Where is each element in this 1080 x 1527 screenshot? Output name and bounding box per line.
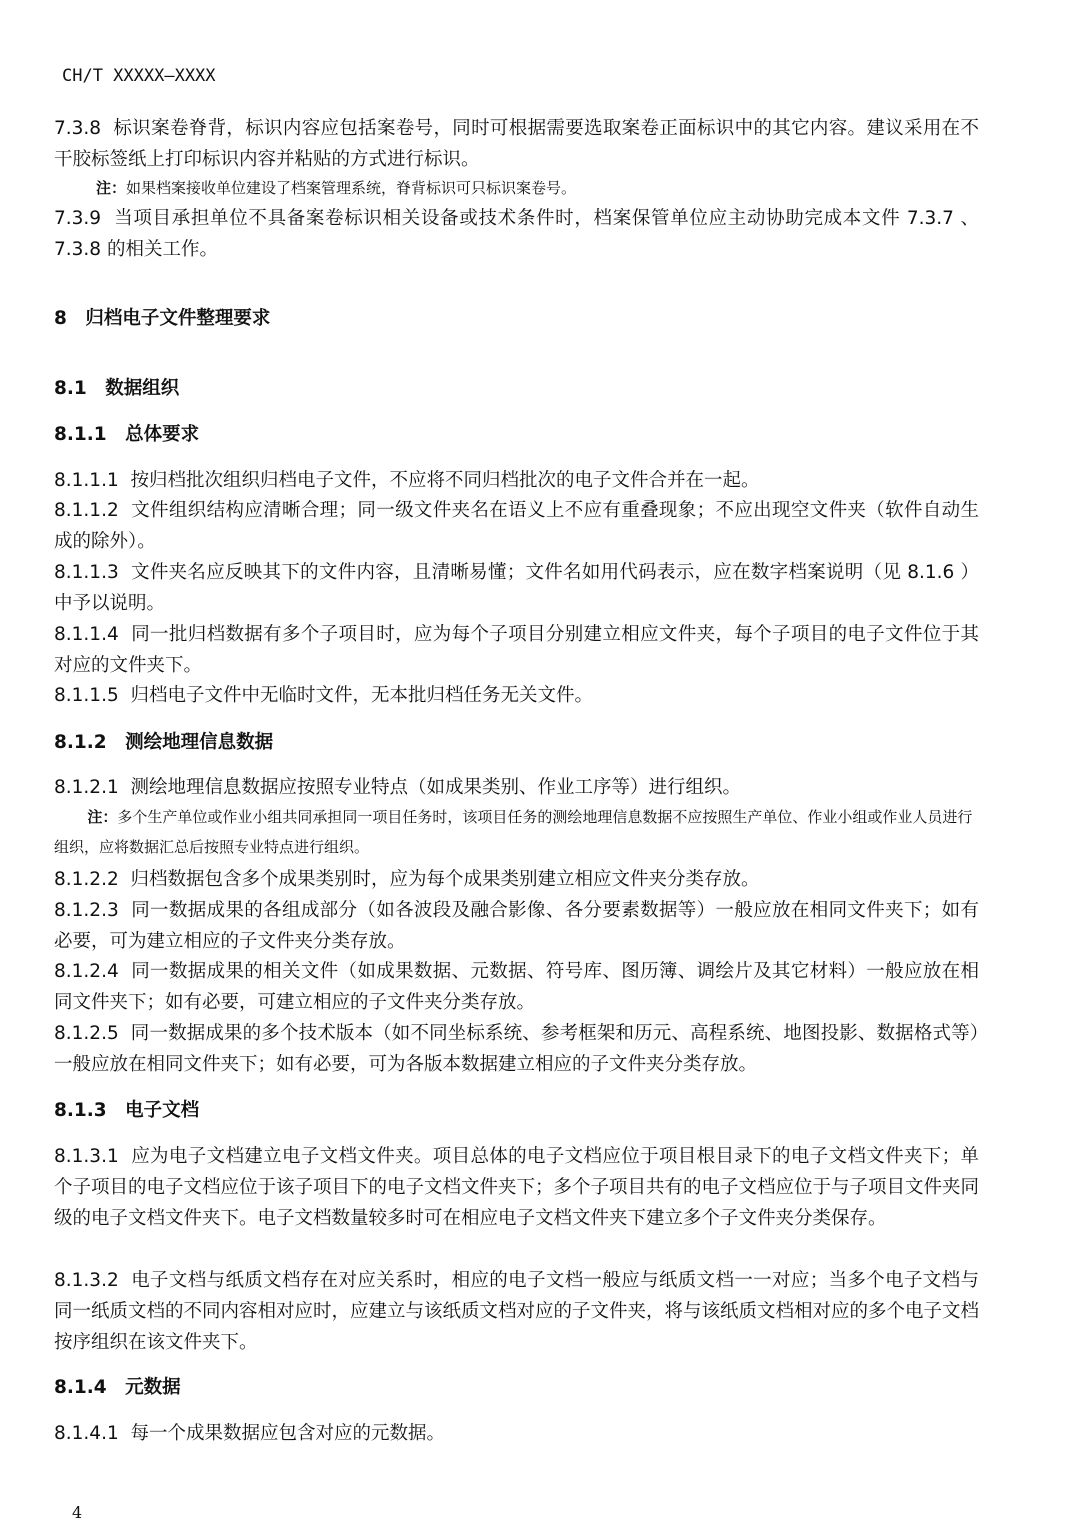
clause-number: 8.1.1.3 [54,562,119,583]
section-heading-8-1-2: 8.1.2 测绘地理信息数据 [54,732,274,753]
clause-7-3-9 [54,203,979,265]
clause-text: 每一个成果数据应包含对应的元数据。 [130,1423,446,1444]
clause-number: 8.1.2.1 [54,777,119,798]
clause-text: 同一批归档数据有多个子项目时，应为每个子项目分别建立相应文件夹，每个子项目的电子文件位于其对应的文件夹下。 [54,624,979,676]
clause-text: 文件夹名应反映其下的文件内容，且清晰易懂；文件名如用代码表示，应在数字档案说明（见 8.1.6 ）中予以说明。 [54,562,979,614]
clause-text: 文件组织结构应清晰合理；同一级文件夹名在语义上不应有重叠现象；不应出现空文件夹（软件自动生成的除外）。 [54,500,979,552]
clause-text: 当项目承担单位不具备案卷标识相关设备或技术条件时，档案保管单位应主动协助完成本文件 7.3.7 、 7.3.8 的相关工作。 [54,208,979,260]
note [96,173,976,203]
clause-number: 8.1.1.2 [54,500,119,521]
clause-text: 电子文档与纸质文档存在对应关系时，相应的电子文档一般应与纸质文档一一对应；当多个电子文档与同一纸质文档的不同内容相对应时，应建立与该纸质文档对应的子文件夹，将与该纸质文档相对应的多个电子文档按序组织在该文件夹下。 [54,1270,980,1353]
clause-text: 测绘地理信息数据应按照专业特点（如成果类别、作业工序等）进行组织。 [130,777,742,798]
clause-number: 8.1.2.4 [54,961,119,982]
clause-text: 按归档批次组织归档电子文件，不应将不同归档批次的电子文件合并在一起。 [130,470,760,491]
clause-number: 8.1.1.4 [54,624,119,645]
note-text: 多个生产单位或作业小组共同承担同一项目任务时，该项目任务的测绘地理信息数据不应按照生产单位、作业小组或作业人员进行组织，应将数据汇总后按照专业特点进行组织。 [54,808,973,856]
note-text: 如果档案接收单位建设了档案管理系统，脊背标识可只标识案卷号。 [126,179,577,197]
section-heading-8: 8 归档电子文件整理要求 [54,308,271,329]
clause-8-1-2-2 [54,864,979,895]
clause-number: 8.1.1.5 [54,685,119,706]
clause-8-1-2-4 [54,956,979,1018]
clause-text: 同一数据成果的各组成部分（如各波段及融合影像、各分要素数据等）一般应放在相同文件夹下；如有必要，可为建立相应的子文件夹分类存放。 [54,900,979,952]
section-heading-8-1-3: 8.1.3 电子文档 [54,1100,200,1121]
note-lead: 注： [96,179,127,197]
clause-8-1-1-4 [54,619,979,681]
clause-8-1-2-3 [54,895,979,957]
clause-8-1-1-5 [54,680,979,711]
clause-8-1-1-3 [54,557,979,619]
note [54,802,979,862]
clause-text: 应为电子文档建立电子文档文件夹。项目总体的电子文档应位于项目根目录下的电子文档文件夹下；单个子项目的电子文档应位于该子项目下的电子文档文件夹下；多个子项目共有的电子文档应位于与子项目文件夹同级的电子文档文件夹下。电子文档数量较多时可在相应电子文档文件夹下建立多个子文件夹分类保存。 [54,1146,980,1229]
clause-8-1-3-2 [54,1265,979,1358]
clause-text: 归档电子文件中无临时文件，无本批归档任务无关文件。 [130,685,594,706]
clause-number: 8.1.2.5 [54,1023,119,1044]
clause-8-1-1-1 [54,465,979,496]
section-heading-8-1: 8.1 数据组织 [54,378,180,399]
clause-8-1-2-5 [54,1018,979,1080]
clause-number: 8.1.2.3 [54,900,119,921]
document-header: CH/T XXXXX—XXXX [62,66,216,86]
clause-8-1-4-1 [54,1418,979,1449]
clause-number: 8.1.3.2 [54,1270,119,1291]
clause-number: 8.1.1.1 [54,470,119,491]
clause-text: 同一数据成果的多个技术版本（如不同坐标系统、参考框架和历元、高程系统、地图投影、数据格式等）一般应放在相同文件夹下；如有必要，可为各版本数据建立相应的子文件夹分类存放。 [54,1023,979,1075]
clause-7-3-8 [54,113,979,175]
clause-8-1-3-1 [54,1141,979,1234]
clause-8-1-2-1 [54,772,979,803]
clause-number: 7.3.9 [54,208,102,229]
clause-text: 标识案卷脊背，标识内容应包括案卷号，同时可根据需要选取案卷正面标识中的其它内容。建议采用在不干胶标签纸上打印标识内容并粘贴的方式进行标识。 [54,118,979,170]
clause-number: 8.1.3.1 [54,1146,119,1167]
clause-8-1-1-2 [54,495,979,557]
clause-number: 8.1.4.1 [54,1423,119,1444]
section-heading-8-1-4: 8.1.4 元数据 [54,1377,181,1398]
section-heading-8-1-1: 8.1.1 总体要求 [54,424,200,445]
page-number: 4 [72,1503,83,1522]
clause-text: 归档数据包含多个成果类别时，应为每个成果类别建立相应文件夹分类存放。 [130,869,760,890]
note-lead: 注： [87,808,118,826]
clause-number: 8.1.2.2 [54,869,119,890]
clause-number: 7.3.8 [54,118,102,139]
clause-text: 同一数据成果的相关文件（如成果数据、元数据、符号库、图历簿、调绘片及其它材料）一般应放在相同文件夹下；如有必要，可建立相应的子文件夹分类存放。 [54,961,979,1013]
